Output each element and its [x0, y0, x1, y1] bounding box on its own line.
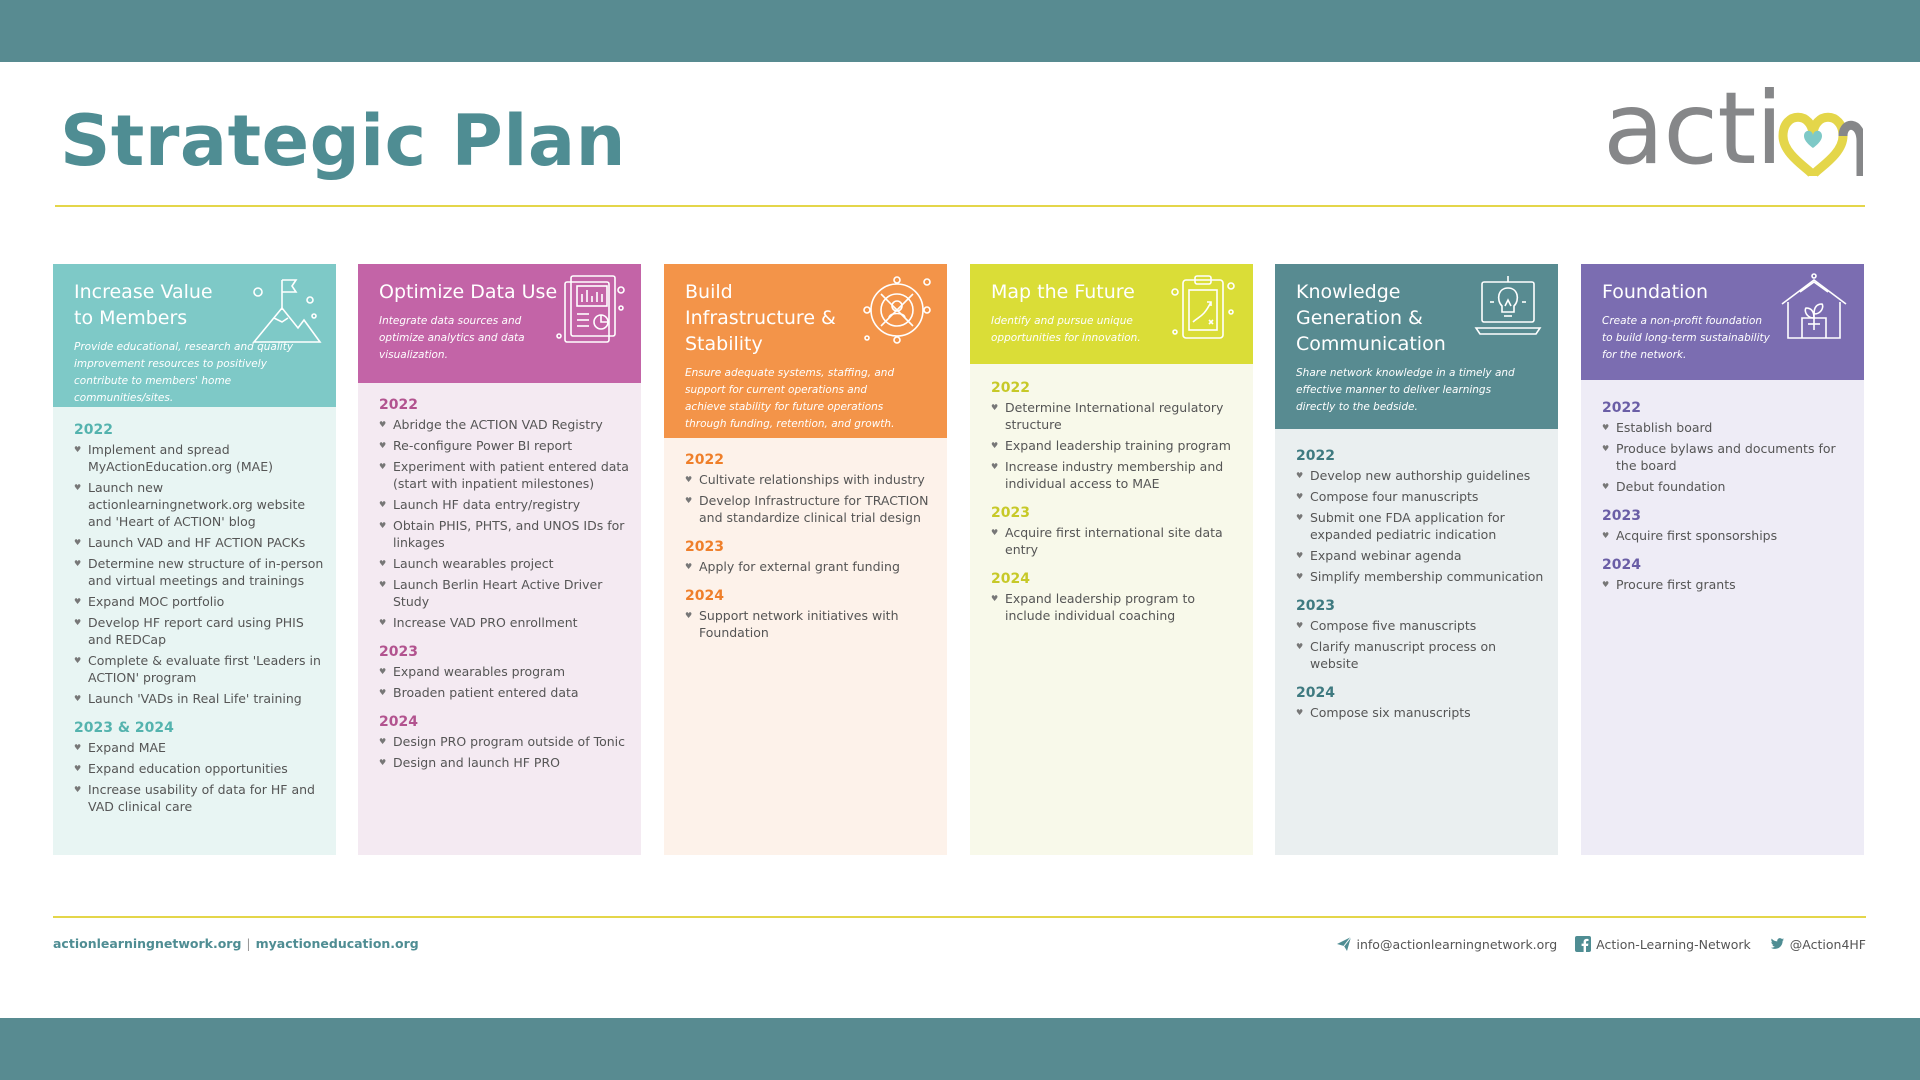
clipboard-plan-icon: [1167, 272, 1239, 348]
pillar-foundation: [1581, 264, 1864, 855]
goal-list: [1296, 467, 1546, 585]
goal-item: ♥ Expand leadership program to include individual coaching: [991, 590, 1241, 624]
facebook-icon: [1575, 936, 1591, 952]
pillar-description: Share network knowledge in a timely and effective manner to deliver learnings directly to the bedside.: [1296, 367, 1515, 413]
bottom-frame-bar: [0, 1018, 1920, 1080]
pillar-header: [1275, 264, 1558, 429]
goal-item: ♥ Compose four manuscripts: [1296, 488, 1546, 505]
pillar-map-future: [970, 264, 1253, 855]
year-label: 2022: [991, 380, 1030, 396]
goal-list: [74, 739, 324, 815]
goal-list: [1296, 617, 1546, 672]
goal-item: ♥ Support network initiatives with Foundation: [685, 607, 935, 641]
year-label: 2023: [991, 505, 1030, 521]
goal-item: ♥ Design and launch HF PRO: [379, 754, 629, 771]
pillar-header: [664, 264, 947, 438]
footer-links: [53, 936, 419, 951]
goal-item: ♥ Develop HF report card using PHIS and REDCap: [74, 614, 324, 648]
pillar-header: [358, 264, 641, 383]
email-address: info@actionlearningnetwork.org: [1356, 936, 1558, 952]
link-separator: |: [246, 936, 251, 951]
facebook-handle: Action-Learning-Network: [1596, 936, 1751, 952]
year-label: 2023: [1602, 508, 1641, 524]
action-logo: [1603, 70, 1868, 187]
pillar-title: Knowledge Generation & Communication: [1296, 281, 1446, 355]
facebook-contact[interactable]: [1575, 936, 1751, 952]
pillar-description: Integrate data sources and optimize analytics and data visualization.: [379, 315, 525, 361]
goal-list: [379, 733, 629, 771]
goal-list: [991, 590, 1241, 624]
goal-item: ♥ Compose six manuscripts: [1296, 704, 1546, 721]
year-label: 2024: [1296, 685, 1335, 701]
pillar-increase-value: [53, 264, 336, 855]
pillar-knowledge-generation: [1275, 264, 1558, 855]
logo-text: acti: [1603, 70, 1783, 187]
year-label: 2023: [379, 644, 418, 660]
network-person-icon: [861, 272, 933, 348]
goal-item: ♥ Experiment with patient entered data (start with inpatient milestones): [379, 458, 629, 492]
goal-list: [379, 416, 629, 631]
pillar-title: Increase Value to Members: [74, 281, 213, 329]
top-frame-bar: [0, 0, 1920, 62]
goal-item: ♥ Increase industry membership and individual access to MAE: [991, 458, 1241, 492]
year-label: 2023: [685, 539, 724, 555]
goal-item: ♥ Develop new authorship guidelines: [1296, 467, 1546, 484]
mountain-flag-icon: [250, 272, 322, 348]
pillar-description: Identify and pursue unique opportunities for innovation.: [991, 315, 1141, 344]
data-report-icon: [555, 272, 627, 348]
goal-item: ♥ Expand MOC portfolio: [74, 593, 324, 610]
pillar-header: [1581, 264, 1864, 380]
goal-item: ♥ Launch wearables project: [379, 555, 629, 572]
logo-heart-icon: [1763, 91, 1863, 181]
goal-item: ♥ Launch VAD and HF ACTION PACKs: [74, 534, 324, 551]
goal-item: ♥ Implement and spread MyActionEducation.org (MAE): [74, 441, 324, 475]
goal-item: ♥ Expand MAE: [74, 739, 324, 756]
goal-item: ♥ Expand wearables program: [379, 663, 629, 680]
twitter-icon: [1769, 936, 1785, 952]
goal-item: ♥ Clarify manuscript process on website: [1296, 638, 1546, 672]
goal-list: [1296, 704, 1546, 721]
goal-item: ♥ Broaden patient entered data: [379, 684, 629, 701]
goal-item: ♥ Obtain PHIS, PHTS, and UNOS IDs for linkages: [379, 517, 629, 551]
goal-item: ♥ Expand leadership training program: [991, 437, 1241, 454]
year-label: 2022: [74, 422, 113, 438]
goal-item: ♥ Expand education opportunities: [74, 760, 324, 777]
pillar-goals: [358, 396, 641, 775]
pillar-optimize-data: [358, 264, 641, 855]
goal-item: ♥ Launch new actionlearningnetwork.org website and 'Heart of ACTION' blog: [74, 479, 324, 530]
twitter-contact[interactable]: [1769, 936, 1866, 952]
goal-list: [1602, 576, 1852, 593]
goal-item: ♥ Determine International regulatory structure: [991, 399, 1241, 433]
year-label: 2024: [991, 571, 1030, 587]
lightbulb-laptop-icon: [1472, 272, 1544, 348]
goal-item: ♥ Acquire first sponsorships: [1602, 527, 1852, 544]
year-label: 2022: [379, 397, 418, 413]
pillar-build-infrastructure: [664, 264, 947, 855]
year-label: 2022: [1296, 448, 1335, 464]
goal-item: ♥ Procure first grants: [1602, 576, 1852, 593]
goal-item: ♥ Simplify membership communication: [1296, 568, 1546, 585]
year-label: 2024: [685, 588, 724, 604]
pillar-goals: [53, 421, 336, 819]
pillar-goals: [970, 379, 1253, 628]
goal-list: [379, 663, 629, 701]
pillar-description: Provide educational, research and quality improvement resources to positively contribute to members' home communities/sites.: [74, 341, 294, 404]
pillar-goals: [664, 451, 947, 645]
year-label: 2022: [1602, 400, 1641, 416]
goal-item: ♥ Launch Berlin Heart Active Driver Study: [379, 576, 629, 610]
pillar-title: Map the Future: [991, 281, 1135, 303]
goal-item: ♥ Debut foundation: [1602, 478, 1852, 495]
goal-item: ♥ Abridge the ACTION VAD Registry: [379, 416, 629, 433]
goal-list: [685, 607, 935, 641]
goal-item: ♥ Produce bylaws and documents for the board: [1602, 440, 1852, 474]
goal-item: ♥ Acquire first international site data entry: [991, 524, 1241, 558]
pillar-goals: [1581, 399, 1864, 597]
paper-plane-icon: [1336, 936, 1352, 952]
page-title: Strategic Plan: [60, 100, 626, 182]
year-label: 2024: [379, 714, 418, 730]
goal-item: ♥ Determine new structure of in-person and virtual meetings and trainings: [74, 555, 324, 589]
goal-list: [991, 399, 1241, 492]
pillar-description: Ensure adequate systems, staffing, and support for current operations and achieve stability for future operations through funding, retention, and growth.: [685, 367, 895, 430]
network-website-link[interactable]: actionlearningnetwork.org: [53, 936, 242, 951]
goal-item: ♥ Establish board: [1602, 419, 1852, 436]
goal-item: ♥ Develop Infrastructure for TRACTION and standardize clinical trial design: [685, 492, 935, 526]
goal-item: ♥ Submit one FDA application for expanded pediatric indication: [1296, 509, 1546, 543]
pillar-title: Foundation: [1602, 281, 1709, 303]
year-label: 2022: [685, 452, 724, 468]
goal-item: ♥ Re-configure Power BI report: [379, 437, 629, 454]
goal-list: [1602, 419, 1852, 495]
year-label: 2024: [1602, 557, 1641, 573]
pillar-goals: [1275, 447, 1558, 725]
goal-item: ♥ Design PRO program outside of Tonic: [379, 733, 629, 750]
email-contact[interactable]: [1336, 936, 1558, 952]
goal-item: ♥ Increase VAD PRO enrollment: [379, 614, 629, 631]
goal-list: [74, 441, 324, 707]
goal-item: ♥ Expand webinar agenda: [1296, 547, 1546, 564]
year-label: 2023: [1296, 598, 1335, 614]
goal-item: ♥ Launch HF data entry/registry: [379, 496, 629, 513]
pillar-header: [970, 264, 1253, 364]
year-label: 2023 & 2024: [74, 720, 174, 736]
goal-item: ♥ Complete & evaluate first 'Leaders in ACTION' program: [74, 652, 324, 686]
education-website-link[interactable]: myactioneducation.org: [255, 936, 419, 951]
goal-list: [991, 524, 1241, 558]
goal-list: [685, 471, 935, 526]
pillar-header: [53, 264, 336, 407]
footer-divider: [53, 916, 1866, 918]
goal-item: ♥ Increase usability of data for HF and VAD clinical care: [74, 781, 324, 815]
goal-item: ♥ Launch 'VADs in Real Life' training: [74, 690, 324, 707]
twitter-handle: @Action4HF: [1789, 936, 1866, 952]
goal-item: ♥ Cultivate relationships with industry: [685, 471, 935, 488]
goal-list: [685, 558, 935, 575]
footer-contacts: [1318, 936, 1867, 952]
pillar-description: Create a non-profit foundation to build long-term sustainability for the network.: [1602, 315, 1770, 361]
header-divider: [55, 205, 1865, 207]
goal-item: ♥ Apply for external grant funding: [685, 558, 935, 575]
goal-list: [1602, 527, 1852, 544]
pillar-title: Optimize Data Use: [379, 281, 558, 303]
goal-item: ♥ Compose five manuscripts: [1296, 617, 1546, 634]
house-plant-icon: [1778, 272, 1850, 348]
pillar-title: Build Infrastructure & Stability: [685, 281, 836, 355]
